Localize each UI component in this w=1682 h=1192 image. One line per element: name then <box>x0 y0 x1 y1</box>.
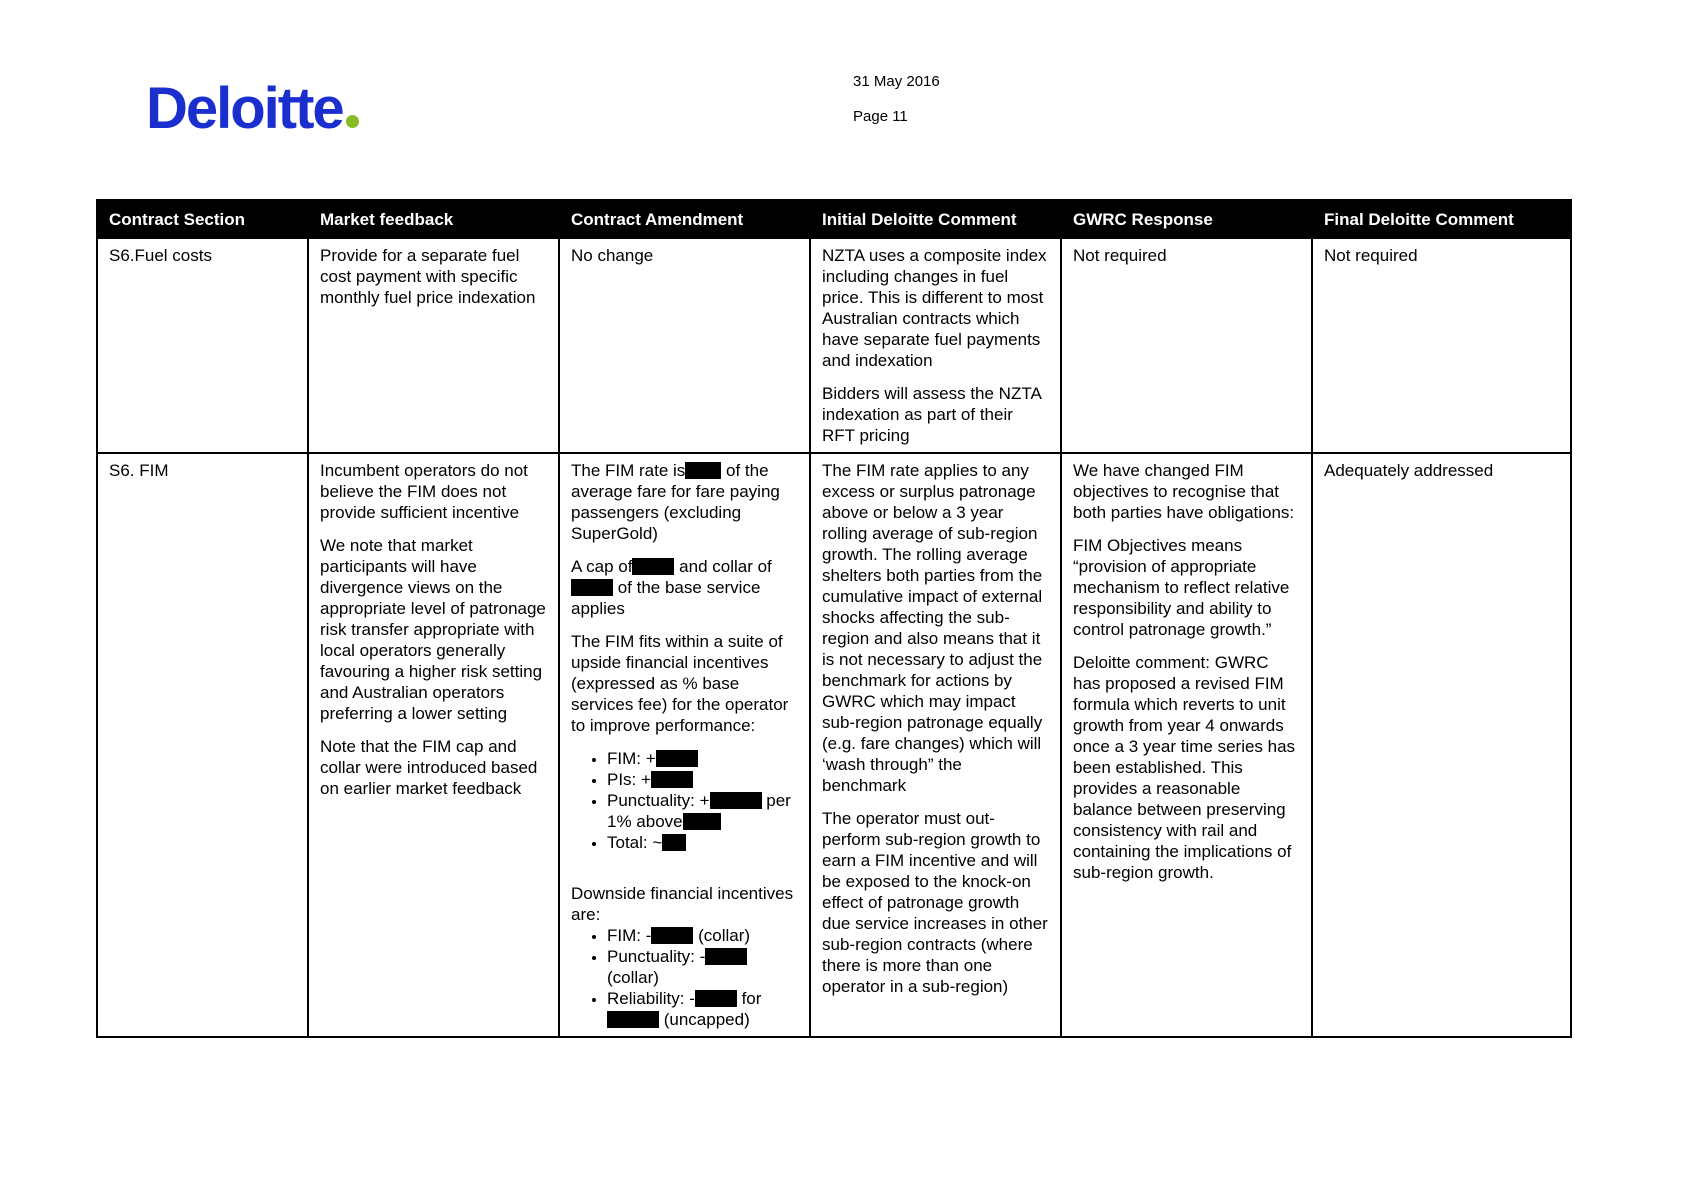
cell-text: for <box>736 989 762 1008</box>
cell-text: Punctuality: - <box>607 947 706 966</box>
cell-text: A cap of <box>571 557 633 576</box>
cell-text: The FIM fits within a suite of upside financial incentives (expressed as % base services fee) for the operator to improve performance: <box>571 632 789 735</box>
downside-incentives-list <box>571 925 798 1030</box>
column-header: Initial Deloitte Comment <box>810 200 1061 238</box>
redaction-block <box>695 990 737 1007</box>
initial-comment-cell <box>810 238 1061 453</box>
table-row <box>97 453 1571 1037</box>
cell-text: No change <box>571 246 654 265</box>
list-item <box>607 832 798 853</box>
cell-text: Reliability: - <box>607 989 695 1008</box>
cell-text: NZTA uses a composite index including changes in fuel price. This is different to most Australian contracts which have separate fuel payments and indexation <box>822 246 1047 370</box>
spacer <box>571 865 798 883</box>
redaction-block <box>710 792 762 809</box>
redaction-block <box>651 771 693 788</box>
cell-text: FIM Objectives means “provision of appropriate mechanism to reflect relative responsibility and ability to control patronage growth.” <box>1073 536 1290 639</box>
list-item <box>607 946 798 988</box>
cell-text: FIM: + <box>607 749 656 768</box>
redaction-block <box>662 834 686 851</box>
table-header-row <box>97 200 1571 238</box>
gwrc-response-cell <box>1061 238 1312 453</box>
logo-dot-icon <box>346 115 359 128</box>
list-item <box>607 769 798 790</box>
deloitte-logo <box>146 76 359 141</box>
final-comment-cell <box>1312 238 1571 453</box>
redaction-block <box>705 948 747 965</box>
cell-text: The FIM rate applies to any excess or surplus patronage above or below a 3 year rolling average of sub-region growth. The rolling average shelters both parties from the cumulative impact of external shocks affecting the sub-region and also means that it is not necessary to adjust the benchmark for actions by GWRC which may impact sub-region patronage equally (e.g. fare changes) which will ‘wash through” the benchmark <box>822 461 1043 795</box>
gwrc-response-cell <box>1061 453 1312 1037</box>
cell-text: S6. FIM <box>109 461 169 480</box>
cell-text: (uncapped) <box>659 1010 750 1029</box>
cell-text: PIs: + <box>607 770 651 789</box>
list-item <box>607 925 798 946</box>
cell-text: Total: ~ <box>607 833 663 852</box>
document-date: 31 May 2016 <box>853 73 940 90</box>
redaction-block <box>656 750 698 767</box>
market-feedback-cell <box>308 453 559 1037</box>
fim-rate-paragraph <box>571 460 798 544</box>
column-header: Market feedback <box>308 200 559 238</box>
column-header: Contract Amendment <box>559 200 810 238</box>
cap-collar-paragraph <box>571 556 798 619</box>
redaction-block <box>607 1011 659 1028</box>
cell-text: Punctuality: + <box>607 791 710 810</box>
page-number: Page 11 <box>853 108 908 125</box>
column-header: Final Deloitte Comment <box>1312 200 1571 238</box>
redaction-block <box>632 558 674 575</box>
contract-amendment-cell <box>559 238 810 453</box>
cell-text: and collar of <box>674 557 772 576</box>
cell-text: Adequately addressed <box>1324 461 1494 480</box>
cell-text: Incumbent operators do not believe the FIM does not provide sufficient incentive <box>320 461 528 522</box>
redaction-block <box>571 579 613 596</box>
cell-text: of the base service applies <box>571 578 761 618</box>
cell-text: Bidders will assess the NZTA indexation as part of their RFT pricing <box>822 384 1041 445</box>
cell-text: Not required <box>1324 246 1418 265</box>
final-comment-cell <box>1312 453 1571 1037</box>
cell-text: We note that market participants will have divergence views on the appropriate level of patronage risk transfer appropriate with local operators generally favouring a higher risk setting and Australian operators preferring a lower setting <box>320 536 546 723</box>
cell-text: Note that the FIM cap and collar were introduced based on earlier market feedback <box>320 737 538 798</box>
cell-text: The FIM rate is <box>571 461 686 480</box>
cell-text: S6.Fuel costs <box>109 246 212 265</box>
cell-text: of the average fare for fare paying passengers (excluding SuperGold) <box>571 461 780 543</box>
cell-text: The operator must out-perform sub-region growth to earn a FIM incentive and will be exposed to the knock-on effect of patronage growth due service increases in other sub-region contracts (where there is more than one operator in a sub-region) <box>822 809 1048 996</box>
market-feedback-cell <box>308 238 559 453</box>
column-header: Contract Section <box>97 200 308 238</box>
list-item <box>607 748 798 769</box>
redaction-block <box>683 813 721 830</box>
contract-section-cell <box>97 238 308 453</box>
cell-text: FIM: - <box>607 926 652 945</box>
cell-text: We have changed FIM objectives to recognise that both parties have obligations: <box>1073 461 1295 522</box>
list-item <box>607 988 798 1030</box>
cell-text: Downside financial incentives are: <box>571 884 794 924</box>
cell-text: (collar) <box>607 968 659 987</box>
cell-text: Not required <box>1073 246 1167 265</box>
table-row <box>97 238 1571 453</box>
list-item <box>607 790 798 832</box>
cell-text: per 1% above <box>607 791 791 831</box>
contract-section-cell <box>97 453 308 1037</box>
upside-incentives-list <box>571 748 798 853</box>
cell-text: (collar) <box>693 926 751 945</box>
contract-amendment-cell <box>559 453 810 1037</box>
initial-comment-cell <box>810 453 1061 1037</box>
feedback-table <box>96 199 1572 1038</box>
cell-text: Deloitte comment: GWRC has proposed a revised FIM formula which reverts to unit growth from year 4 onwards once a 3 year time series has been established. This provides a reasonable balance between preserving consistency with rail and containing the implications of sub-region growth. <box>1073 653 1296 882</box>
redaction-block <box>685 462 721 479</box>
logo-text: Deloitte <box>146 76 343 141</box>
cell-text: Provide for a separate fuel cost payment with specific monthly fuel price indexation <box>320 246 536 307</box>
column-header: GWRC Response <box>1061 200 1312 238</box>
redaction-block <box>651 927 693 944</box>
